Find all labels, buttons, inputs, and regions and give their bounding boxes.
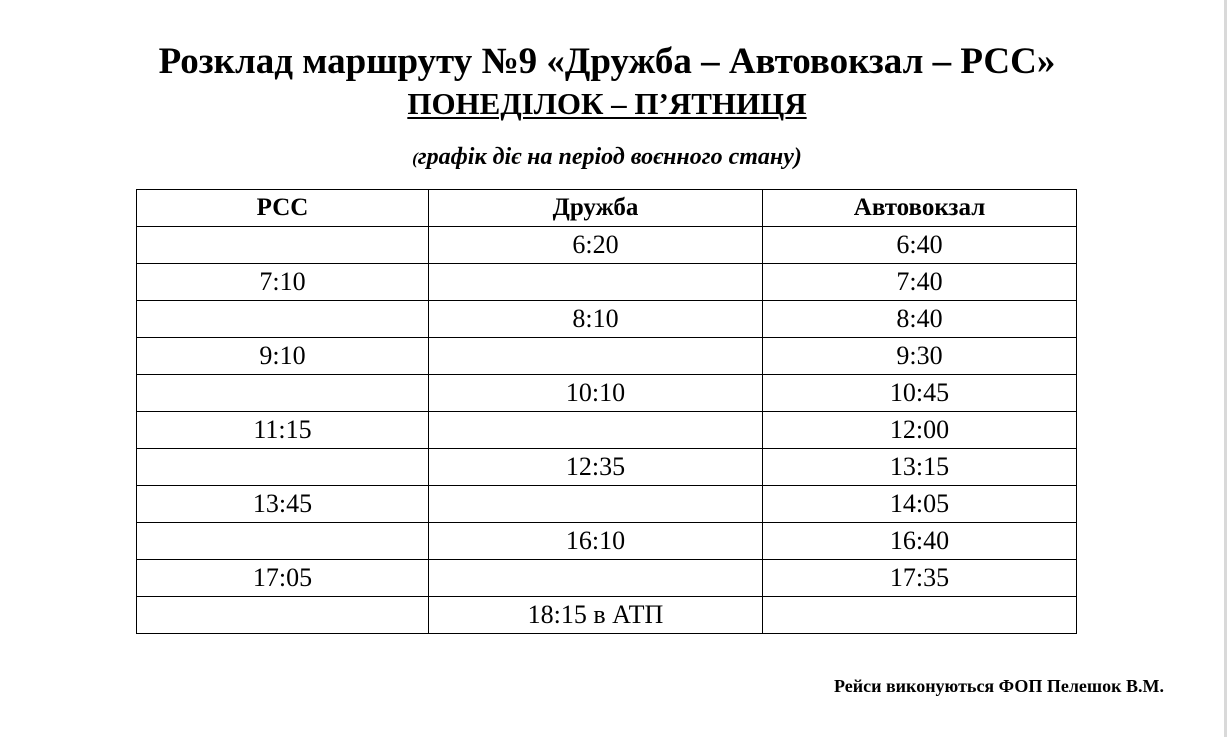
table-row [137, 449, 1077, 486]
cell-rss: 9:10 [137, 338, 429, 375]
table-row [137, 227, 1077, 264]
cell-rss [137, 301, 429, 338]
cell-avtovokzal: 16:40 [763, 523, 1077, 560]
cell-rss: 17:05 [137, 560, 429, 597]
note-text: графік діє на період воєнного стану) [417, 144, 802, 170]
table-row [137, 486, 1077, 523]
schedule-note [0, 141, 1214, 175]
cell-avtovokzal: 10:45 [763, 375, 1077, 412]
cell-druzhba: 16:10 [429, 523, 763, 560]
column-header-avtovokzal: Автовокзал [763, 190, 1077, 227]
table-row [137, 301, 1077, 338]
cell-avtovokzal: 9:30 [763, 338, 1077, 375]
column-header-druzhba: Дружба [429, 190, 763, 227]
cell-druzhba [429, 560, 763, 597]
table-header-row [137, 190, 1077, 227]
table-row [137, 560, 1077, 597]
cell-avtovokzal: 14:05 [763, 486, 1077, 523]
table-row [137, 597, 1077, 634]
cell-druzhba: 10:10 [429, 375, 763, 412]
cell-avtovokzal: 17:35 [763, 560, 1077, 597]
cell-rss [137, 597, 429, 634]
cell-druzhba [429, 412, 763, 449]
cell-druzhba: 12:35 [429, 449, 763, 486]
cell-rss: 13:45 [137, 486, 429, 523]
operator-note: Рейси виконуються ФОП Пелешок В.М. [833, 676, 1164, 696]
column-header-rss: РСС [137, 190, 429, 227]
cell-druzhba: 8:10 [429, 301, 763, 338]
cell-rss [137, 449, 429, 486]
schedule-table [136, 189, 1077, 634]
cell-druzhba: 6:20 [429, 227, 763, 264]
table-row [137, 412, 1077, 449]
note-open-paren: ( [412, 149, 418, 168]
table-row [137, 523, 1077, 560]
cell-druzhba [429, 338, 763, 375]
cell-rss [137, 375, 429, 412]
cell-druzhba [429, 486, 763, 523]
cell-avtovokzal: 13:15 [763, 449, 1077, 486]
table-row [137, 264, 1077, 301]
schedule-title: Розклад маршруту №9 «Дружба – Автовокзал – РСС» [158, 41, 1056, 82]
table-row [137, 375, 1077, 412]
cell-rss: 7:10 [137, 264, 429, 301]
table-row [137, 338, 1077, 375]
cell-avtovokzal: 12:00 [763, 412, 1077, 449]
cell-rss: 11:15 [137, 412, 429, 449]
cell-druzhba [429, 264, 763, 301]
schedule-days: ПОНЕДІЛОК – П’ЯТНИЦЯ [407, 86, 807, 121]
cell-avtovokzal [763, 597, 1077, 634]
cell-druzhba: 18:15 в АТП [429, 597, 763, 634]
cell-rss [137, 227, 429, 264]
cell-avtovokzal: 7:40 [763, 264, 1077, 301]
cell-avtovokzal: 6:40 [763, 227, 1077, 264]
cell-avtovokzal: 8:40 [763, 301, 1077, 338]
cell-rss [137, 523, 429, 560]
